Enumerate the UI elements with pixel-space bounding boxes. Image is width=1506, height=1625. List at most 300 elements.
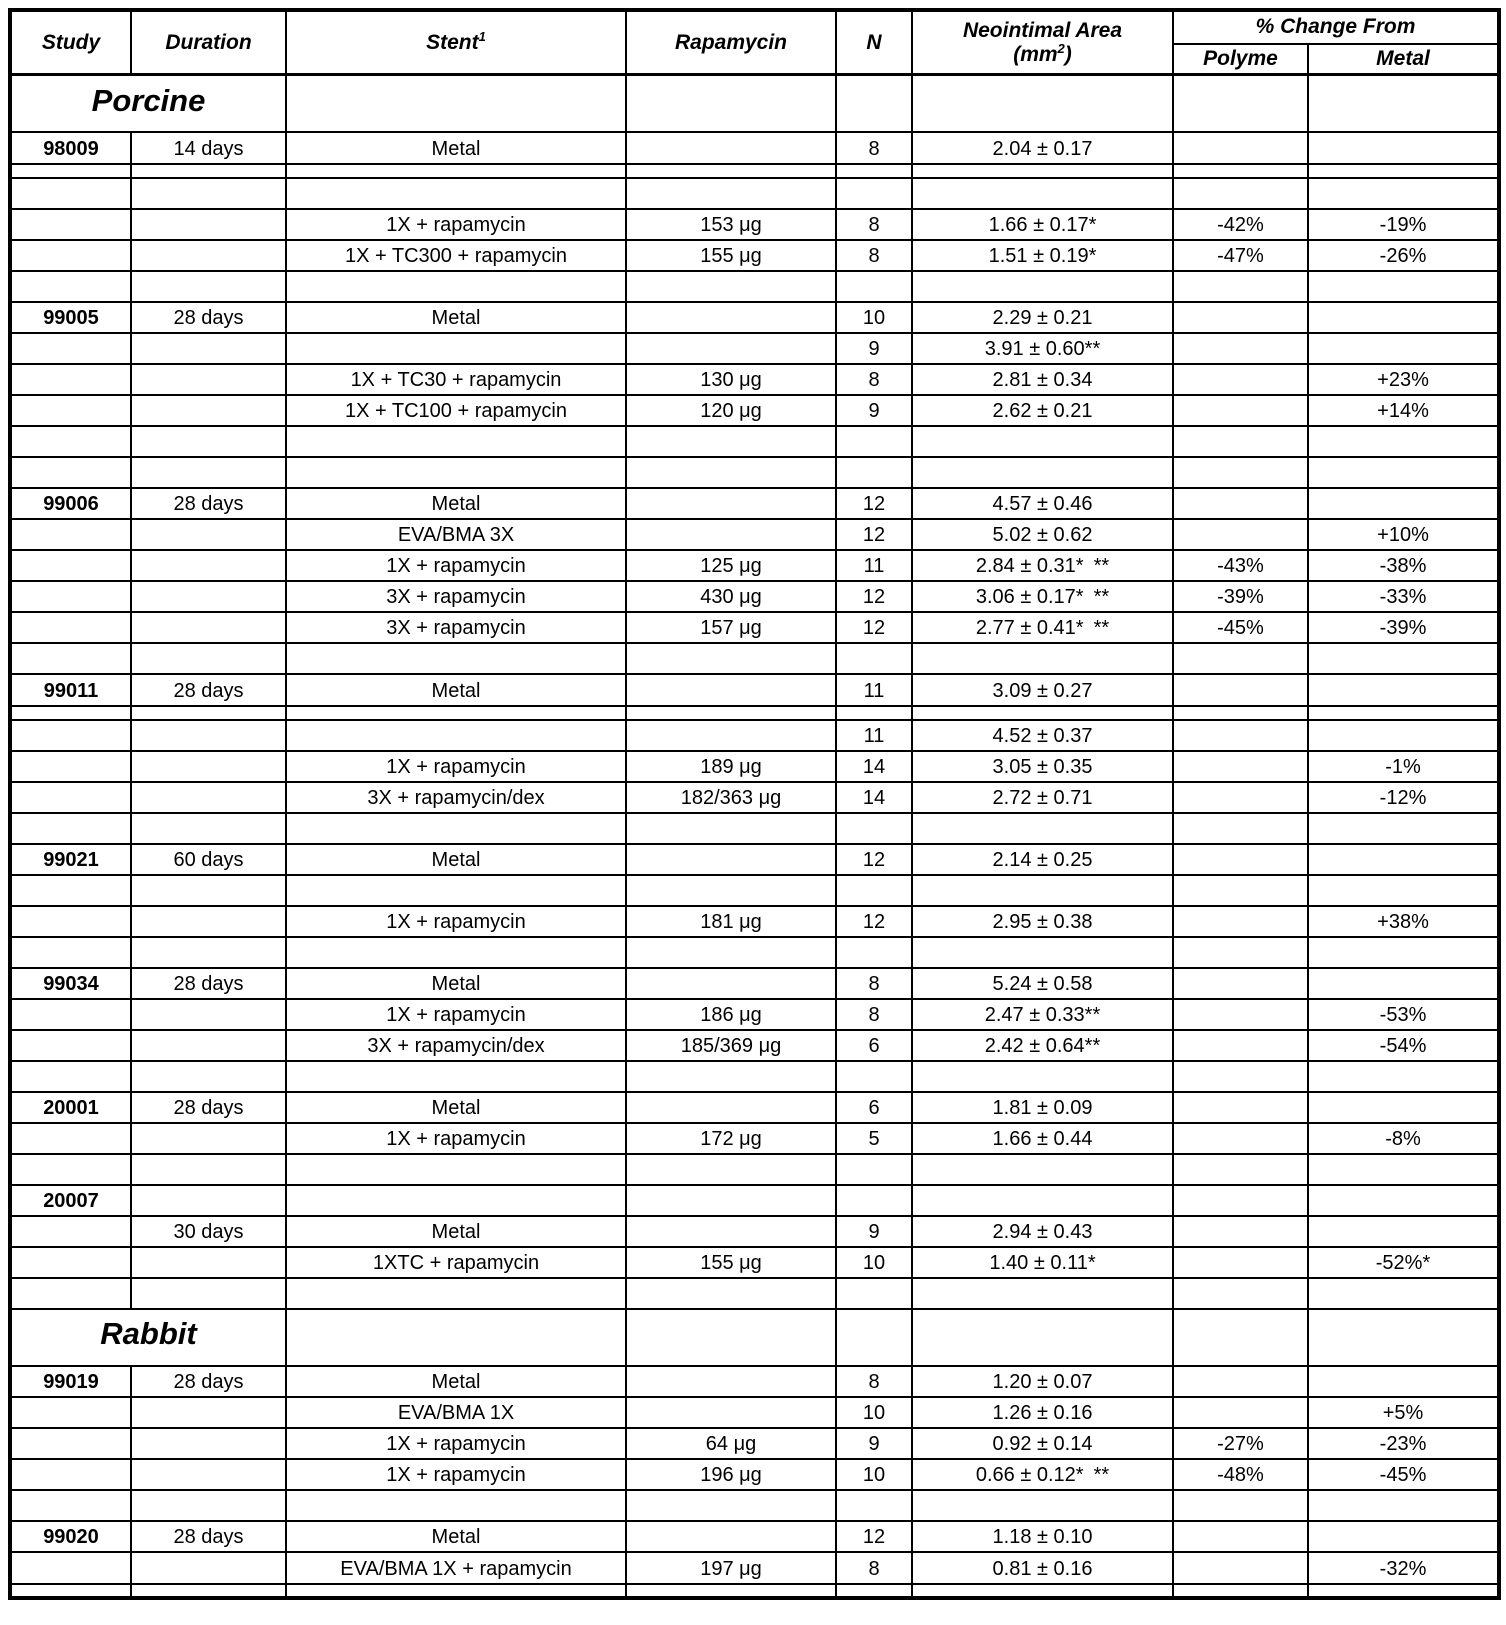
cell-rapamycin [626, 1397, 836, 1428]
spacer-row [10, 813, 1499, 844]
cell-metal-change [1308, 1366, 1499, 1397]
cell-n [836, 132, 912, 178]
cell-rapamycin [626, 1216, 836, 1247]
cell-stent: 1X + rapamycin [286, 1123, 626, 1154]
cell-area [912, 1490, 1173, 1521]
table-row [10, 720, 1499, 751]
cell-polymer-change: -47% [1173, 240, 1308, 271]
cell-duration [131, 612, 286, 643]
cell-n: 11 [836, 720, 912, 751]
cell-study [10, 1459, 131, 1490]
cell-study [10, 178, 131, 209]
cell-duration [131, 1247, 286, 1278]
cell-area: 2.84 ± 0.31* ** [912, 550, 1173, 581]
cell-area: 4.52 ± 0.37 [912, 720, 1173, 751]
table-row [10, 581, 1499, 612]
cell-polymer-change [1173, 875, 1308, 906]
cell-study: 99006 [10, 488, 131, 519]
stent-footnote-superscript: 1 [478, 28, 486, 44]
cell-n [836, 178, 912, 209]
header-stent-label: Stent [426, 30, 479, 54]
cell-stent [286, 875, 626, 906]
cell-rapamycin [626, 178, 836, 209]
cell-polymer-change [1173, 643, 1308, 674]
cell-content [627, 675, 835, 707]
cell-study [10, 132, 131, 178]
cell-duration [131, 937, 286, 968]
cell-stent [286, 720, 626, 751]
cell-duration [131, 720, 286, 751]
cell-stent [286, 674, 626, 720]
header-percent-change-from [1173, 10, 1499, 44]
cell-rapamycin [626, 720, 836, 751]
cell-rapamycin [626, 1061, 836, 1092]
cell-stent [286, 132, 626, 178]
cell-study: 20001 [10, 1092, 131, 1123]
cell-polymer-change [1173, 782, 1308, 813]
cell-n [836, 75, 912, 132]
cell-n: 5 [836, 1123, 912, 1154]
cell-n: 9 [836, 1216, 912, 1247]
cell-duration [131, 1459, 286, 1490]
cell-metal-change: +14% [1308, 395, 1499, 426]
table-row [10, 1123, 1499, 1154]
cell-duration: 28 days [131, 1521, 286, 1552]
table-row [10, 132, 1499, 178]
cell-n [836, 1552, 912, 1598]
cell-metal-change: -45% [1308, 1459, 1499, 1490]
cell-stent [286, 178, 626, 209]
cell-content [1309, 133, 1497, 165]
table-row [10, 333, 1499, 364]
cell-metal-change [1308, 720, 1499, 751]
cell-study [10, 751, 131, 782]
cell-rapamycin [626, 457, 836, 488]
cell-area [912, 1309, 1173, 1366]
cell-metal-change: +38% [1308, 906, 1499, 937]
cell-study [10, 1247, 131, 1278]
cell-study: 99020 [10, 1521, 131, 1552]
table-row [10, 1521, 1499, 1552]
cell-n [836, 1490, 912, 1521]
cell-polymer-change [1173, 1216, 1308, 1247]
cell-study [10, 782, 131, 813]
cell-area [912, 1185, 1173, 1216]
cell-stent: 1X + TC300 + rapamycin [286, 240, 626, 271]
cell-stent [286, 643, 626, 674]
cell-n [836, 1185, 912, 1216]
cell-polymer-change [1173, 519, 1308, 550]
cell-duration [131, 906, 286, 937]
cell-n: 9 [836, 333, 912, 364]
cell-metal-change [1308, 1278, 1499, 1309]
cell-area: 2.47 ± 0.33** [912, 999, 1173, 1030]
cell-duration [131, 674, 286, 720]
cell-stent: 1X + rapamycin [286, 1459, 626, 1490]
cell-n: 10 [836, 1459, 912, 1490]
cell-study [10, 720, 131, 751]
cell-rapamycin: 196 μg [626, 1459, 836, 1490]
cell-content: 0.81 ± 0.16 [913, 1553, 1172, 1585]
cell-polymer-change [1173, 75, 1308, 132]
cell-polymer-change [1173, 395, 1308, 426]
cell-rapamycin [626, 1521, 836, 1552]
stent-study-table [8, 8, 1501, 1600]
cell-area: 3.06 ± 0.17* ** [912, 581, 1173, 612]
cell-polymer-change [1173, 813, 1308, 844]
cell-duration [131, 333, 286, 364]
cell-duration: 60 days [131, 844, 286, 875]
cell-n: 12 [836, 581, 912, 612]
cell-duration [131, 1552, 286, 1598]
cell-rapamycin [626, 1309, 836, 1366]
cell-n: 6 [836, 1030, 912, 1061]
cell-polymer-change [1173, 906, 1308, 937]
cell-metal-change [1308, 426, 1499, 457]
cell-study [10, 937, 131, 968]
cell-n: 10 [836, 302, 912, 333]
spacer-row [10, 1490, 1499, 1521]
section-label: Porcine [10, 75, 286, 132]
cell-metal-change: -8% [1308, 1123, 1499, 1154]
cell-duration [131, 751, 286, 782]
cell-content: 28 days [132, 675, 285, 707]
cell-polymer-change [1173, 1030, 1308, 1061]
cell-rapamycin: 157 μg [626, 612, 836, 643]
cell-stent [286, 1309, 626, 1366]
cell-polymer-change [1173, 1490, 1308, 1521]
cell-duration: 28 days [131, 968, 286, 999]
cell-polymer-change [1173, 1278, 1308, 1309]
cell-n: 11 [836, 550, 912, 581]
cell-rapamycin [626, 302, 836, 333]
header-rapamycin-label: Rapamycin [674, 30, 788, 54]
cell-content: EVA/BMA 1X + rapamycin [287, 1553, 625, 1585]
cell-stent: 1X + rapamycin [286, 1428, 626, 1459]
cell-stent: Metal [286, 844, 626, 875]
cell-polymer-change [1173, 1552, 1308, 1598]
cell-polymer-change: -39% [1173, 581, 1308, 612]
cell-rapamycin [626, 271, 836, 302]
cell-content [132, 1553, 285, 1585]
cell-area [912, 1278, 1173, 1309]
cell-content [1174, 133, 1307, 165]
cell-area: 1.51 ± 0.19* [912, 240, 1173, 271]
header-area-unit-open: (mm [1013, 42, 1058, 66]
cell-polymer-change: -27% [1173, 1428, 1308, 1459]
cell-study [10, 1428, 131, 1459]
cell-stent: 1XTC + rapamycin [286, 1247, 626, 1278]
cell-duration [131, 271, 286, 302]
cell-duration [131, 581, 286, 612]
cell-n [836, 875, 912, 906]
cell-n [836, 937, 912, 968]
header-area-unit-close: ) [1064, 42, 1072, 66]
cell-n: 10 [836, 1247, 912, 1278]
cell-area: 0.66 ± 0.12* ** [912, 1459, 1173, 1490]
cell-content [1174, 1553, 1307, 1585]
cell-metal-change [1308, 643, 1499, 674]
cell-content: 98009 [12, 133, 130, 165]
cell-area: 2.77 ± 0.41* ** [912, 612, 1173, 643]
cell-study [10, 271, 131, 302]
cell-duration [131, 178, 286, 209]
cell-duration: 28 days [131, 488, 286, 519]
cell-area: 1.26 ± 0.16 [912, 1397, 1173, 1428]
spacer-row [10, 178, 1499, 209]
cell-content [1309, 675, 1497, 707]
cell-area: 4.57 ± 0.46 [912, 488, 1173, 519]
cell-metal-change: -1% [1308, 751, 1499, 782]
table-row [10, 1366, 1499, 1397]
cell-area: 2.95 ± 0.38 [912, 906, 1173, 937]
cell-polymer-change [1173, 1092, 1308, 1123]
cell-stent [286, 271, 626, 302]
cell-metal-change [1308, 132, 1499, 178]
cell-study [10, 1490, 131, 1521]
table-row [10, 240, 1499, 271]
cell-area [912, 457, 1173, 488]
spacer-row [10, 643, 1499, 674]
cell-rapamycin [626, 75, 836, 132]
cell-n: 8 [836, 209, 912, 240]
cell-metal-change [1308, 813, 1499, 844]
table-row [10, 550, 1499, 581]
cell-stent: 1X + rapamycin [286, 999, 626, 1030]
cell-n: 12 [836, 1521, 912, 1552]
cell-polymer-change [1173, 1521, 1308, 1552]
cell-duration [131, 999, 286, 1030]
cell-n: 6 [836, 1092, 912, 1123]
cell-duration: 30 days [131, 1216, 286, 1247]
cell-metal-change [1308, 488, 1499, 519]
cell-content: 8 [837, 133, 911, 165]
cell-area: 1.20 ± 0.07 [912, 1366, 1173, 1397]
cell-duration [131, 364, 286, 395]
cell-polymer-change [1173, 1366, 1308, 1397]
spacer-row [10, 426, 1499, 457]
cell-metal-change [1308, 1309, 1499, 1366]
table-row [10, 519, 1499, 550]
table-row [10, 1397, 1499, 1428]
cell-area: 2.29 ± 0.21 [912, 302, 1173, 333]
cell-rapamycin: 64 μg [626, 1428, 836, 1459]
cell-study [10, 550, 131, 581]
cell-metal-change: -53% [1308, 999, 1499, 1030]
table-row [10, 1552, 1499, 1598]
cell-rapamycin: 186 μg [626, 999, 836, 1030]
cell-polymer-change [1173, 333, 1308, 364]
cell-duration [131, 1397, 286, 1428]
table-row [10, 751, 1499, 782]
cell-stent: 1X + rapamycin [286, 751, 626, 782]
header-study-label: Study [41, 30, 101, 54]
cell-content: 3.09 ± 0.27 [913, 675, 1172, 707]
cell-stent [286, 1185, 626, 1216]
cell-duration [131, 1030, 286, 1061]
cell-duration [131, 519, 286, 550]
cell-stent [286, 1552, 626, 1598]
cell-metal-change [1308, 271, 1499, 302]
cell-study [10, 1552, 131, 1598]
cell-duration: 28 days [131, 1092, 286, 1123]
cell-rapamycin [626, 813, 836, 844]
cell-stent: 3X + rapamycin [286, 612, 626, 643]
cell-stent [286, 75, 626, 132]
spacer-row [10, 457, 1499, 488]
cell-study [10, 674, 131, 720]
cell-content: 11 [837, 675, 911, 707]
header-polymer [1173, 44, 1308, 75]
cell-duration: 28 days [131, 302, 286, 333]
cell-area: 0.92 ± 0.14 [912, 1428, 1173, 1459]
spacer-row [10, 1154, 1499, 1185]
cell-rapamycin: 153 μg [626, 209, 836, 240]
cell-study [10, 395, 131, 426]
cell-n: 12 [836, 906, 912, 937]
cell-polymer-change: -42% [1173, 209, 1308, 240]
table-row [10, 1092, 1499, 1123]
cell-area [912, 875, 1173, 906]
cell-metal-change: -19% [1308, 209, 1499, 240]
cell-study [10, 581, 131, 612]
header-n [836, 10, 912, 75]
cell-study [10, 1154, 131, 1185]
header-change-from-label: % Change From [1255, 15, 1416, 39]
cell-duration [131, 1185, 286, 1216]
cell-rapamycin: 155 μg [626, 240, 836, 271]
cell-study [10, 612, 131, 643]
cell-area: 2.42 ± 0.64** [912, 1030, 1173, 1061]
cell-rapamycin [626, 1154, 836, 1185]
cell-area: 3.91 ± 0.60** [912, 333, 1173, 364]
header-stent [286, 10, 626, 75]
cell-content [627, 133, 835, 165]
cell-stent: EVA/BMA 1X [286, 1397, 626, 1428]
cell-stent: 1X + rapamycin [286, 550, 626, 581]
cell-metal-change [1308, 1521, 1499, 1552]
cell-study: 20007 [10, 1185, 131, 1216]
cell-study [10, 875, 131, 906]
table-row [10, 1185, 1499, 1216]
cell-metal-change [1308, 1490, 1499, 1521]
cell-n: 10 [836, 1397, 912, 1428]
cell-area [912, 132, 1173, 178]
cell-polymer-change [1173, 364, 1308, 395]
cell-n: 9 [836, 395, 912, 426]
cell-duration [131, 457, 286, 488]
header-metal [1308, 44, 1499, 75]
cell-study [10, 1278, 131, 1309]
cell-content: 99011 [12, 675, 130, 707]
cell-area: 5.24 ± 0.58 [912, 968, 1173, 999]
spacer-row [10, 1061, 1499, 1092]
cell-duration [131, 813, 286, 844]
cell-rapamycin [626, 488, 836, 519]
table-row [10, 782, 1499, 813]
cell-rapamycin [626, 643, 836, 674]
header-row-1 [10, 10, 1499, 44]
cell-n: 9 [836, 1428, 912, 1459]
cell-polymer-change [1173, 1061, 1308, 1092]
cell-area: 3.05 ± 0.35 [912, 751, 1173, 782]
cell-study [10, 813, 131, 844]
cell-polymer-change [1173, 1309, 1308, 1366]
cell-area: 2.72 ± 0.71 [912, 782, 1173, 813]
cell-metal-change [1308, 457, 1499, 488]
header-duration [131, 10, 286, 75]
cell-rapamycin: 189 μg [626, 751, 836, 782]
cell-area [912, 1061, 1173, 1092]
cell-study [10, 209, 131, 240]
cell-content [1174, 675, 1307, 707]
cell-stent: Metal [286, 302, 626, 333]
cell-rapamycin: 182/363 μg [626, 782, 836, 813]
cell-study [10, 426, 131, 457]
cell-area [912, 643, 1173, 674]
header-polymer-label: Polyme [1203, 47, 1278, 70]
cell-area [912, 426, 1173, 457]
cell-rapamycin [626, 968, 836, 999]
cell-rapamycin [626, 426, 836, 457]
cell-content: Metal [287, 133, 625, 165]
cell-area: 2.62 ± 0.21 [912, 395, 1173, 426]
header-area-line1: Neointimal Area [962, 19, 1123, 43]
cell-polymer-change [1173, 132, 1308, 178]
cell-study [10, 333, 131, 364]
cell-metal-change: +5% [1308, 1397, 1499, 1428]
cell-study: 99021 [10, 844, 131, 875]
cell-area [912, 813, 1173, 844]
cell-area [912, 937, 1173, 968]
cell-rapamycin: 155 μg [626, 1247, 836, 1278]
table-row [10, 612, 1499, 643]
cell-area [912, 1154, 1173, 1185]
cell-study [10, 906, 131, 937]
cell-stent: 1X + rapamycin [286, 209, 626, 240]
cell-metal-change: -39% [1308, 612, 1499, 643]
cell-n [836, 643, 912, 674]
cell-polymer-change [1173, 844, 1308, 875]
cell-stent: 1X + TC100 + rapamycin [286, 395, 626, 426]
cell-area: 2.81 ± 0.34 [912, 364, 1173, 395]
cell-n: 14 [836, 751, 912, 782]
cell-study [10, 1061, 131, 1092]
cell-polymer-change [1173, 968, 1308, 999]
cell-area [912, 75, 1173, 132]
cell-polymer-change [1173, 999, 1308, 1030]
cell-stent: Metal [286, 1216, 626, 1247]
cell-area [912, 1552, 1173, 1598]
cell-metal-change [1308, 1154, 1499, 1185]
spacer-row [10, 1278, 1499, 1309]
cell-metal-change [1308, 875, 1499, 906]
cell-polymer-change: -43% [1173, 550, 1308, 581]
cell-duration [131, 426, 286, 457]
cell-metal-change [1308, 1216, 1499, 1247]
cell-polymer-change [1173, 1154, 1308, 1185]
cell-duration [131, 643, 286, 674]
cell-polymer-change [1173, 488, 1308, 519]
cell-study [10, 1397, 131, 1428]
header-rapamycin [626, 10, 836, 75]
cell-study [10, 364, 131, 395]
cell-content: Metal [287, 675, 625, 707]
cell-n: 8 [836, 240, 912, 271]
cell-metal-change [1308, 75, 1499, 132]
cell-stent: 3X + rapamycin/dex [286, 1030, 626, 1061]
cell-area [912, 178, 1173, 209]
